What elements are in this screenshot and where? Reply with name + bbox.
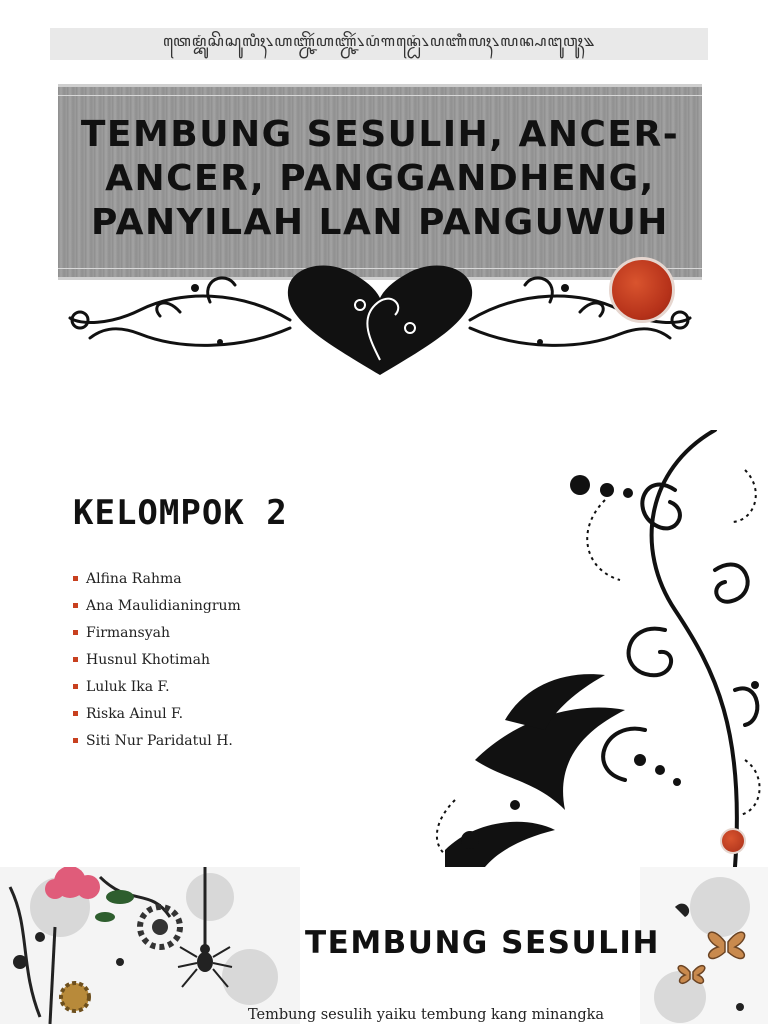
swirl-corner-ornament (415, 430, 768, 867)
square-bullet-icon (73, 711, 78, 716)
member-name: Luluk Ika F. (86, 678, 170, 695)
square-bullet-icon (73, 738, 78, 743)
member-name: Siti Nur Paridatul H. (86, 732, 233, 749)
section-title: TEMBUNG SESULIH (305, 925, 660, 961)
square-bullet-icon (73, 657, 78, 662)
grunge-collage-ornament (0, 867, 300, 1024)
member-name: Husnul Khotimah (86, 651, 211, 668)
square-bullet-icon (73, 576, 78, 581)
title-line: TEMBUNG SESULIH, ANCER- (80, 114, 680, 155)
heart-flourish-ornament (60, 250, 700, 380)
square-bullet-icon (73, 630, 78, 635)
section-body-text: Tembung sesulih yaiku tembung kang minangka (248, 1007, 605, 1023)
list-item (73, 646, 241, 673)
title-slide (0, 0, 768, 405)
group-slide (0, 405, 768, 867)
list-item (73, 727, 241, 754)
title-line: ANCER, PANGGANDHENG, (105, 158, 655, 199)
member-list (73, 565, 241, 754)
list-item (73, 700, 241, 727)
group-title: KELOMPOK 2 (73, 493, 288, 533)
list-item (73, 592, 241, 619)
list-item (73, 565, 241, 592)
red-orb-decoration (609, 257, 675, 323)
member-name: Riska Ainul F. (86, 705, 184, 722)
member-name: Firmansyah (86, 624, 170, 641)
red-orb-decoration (720, 828, 746, 854)
javanese-script-banner: ꦠꦺꦩ꧀ꦧꦸꦁꦱꦼꦱꦸꦭꦶꦃ꧈ꦲꦚ꧀ꦕꦼꦂꦲꦚ꧀ꦕꦼꦂ꧈ꦥꦁꦒꦤ꧀ꦝꦺꦁ꧈ꦥꦚꦶꦭꦃ꧈ꦭꦤ꧀ꦥꦔꦸꦮꦸꦃ꧉ (50, 28, 708, 60)
member-name: Alfina Rahma (86, 570, 182, 587)
square-bullet-icon (73, 684, 78, 689)
title-line: PANYILAH LAN PANGUWUH (91, 202, 669, 243)
page-title (58, 113, 702, 245)
square-bullet-icon (73, 603, 78, 608)
member-name: Ana Maulidianingrum (86, 597, 241, 614)
list-item (73, 619, 241, 646)
content-slide (0, 867, 768, 1024)
list-item (73, 673, 241, 700)
